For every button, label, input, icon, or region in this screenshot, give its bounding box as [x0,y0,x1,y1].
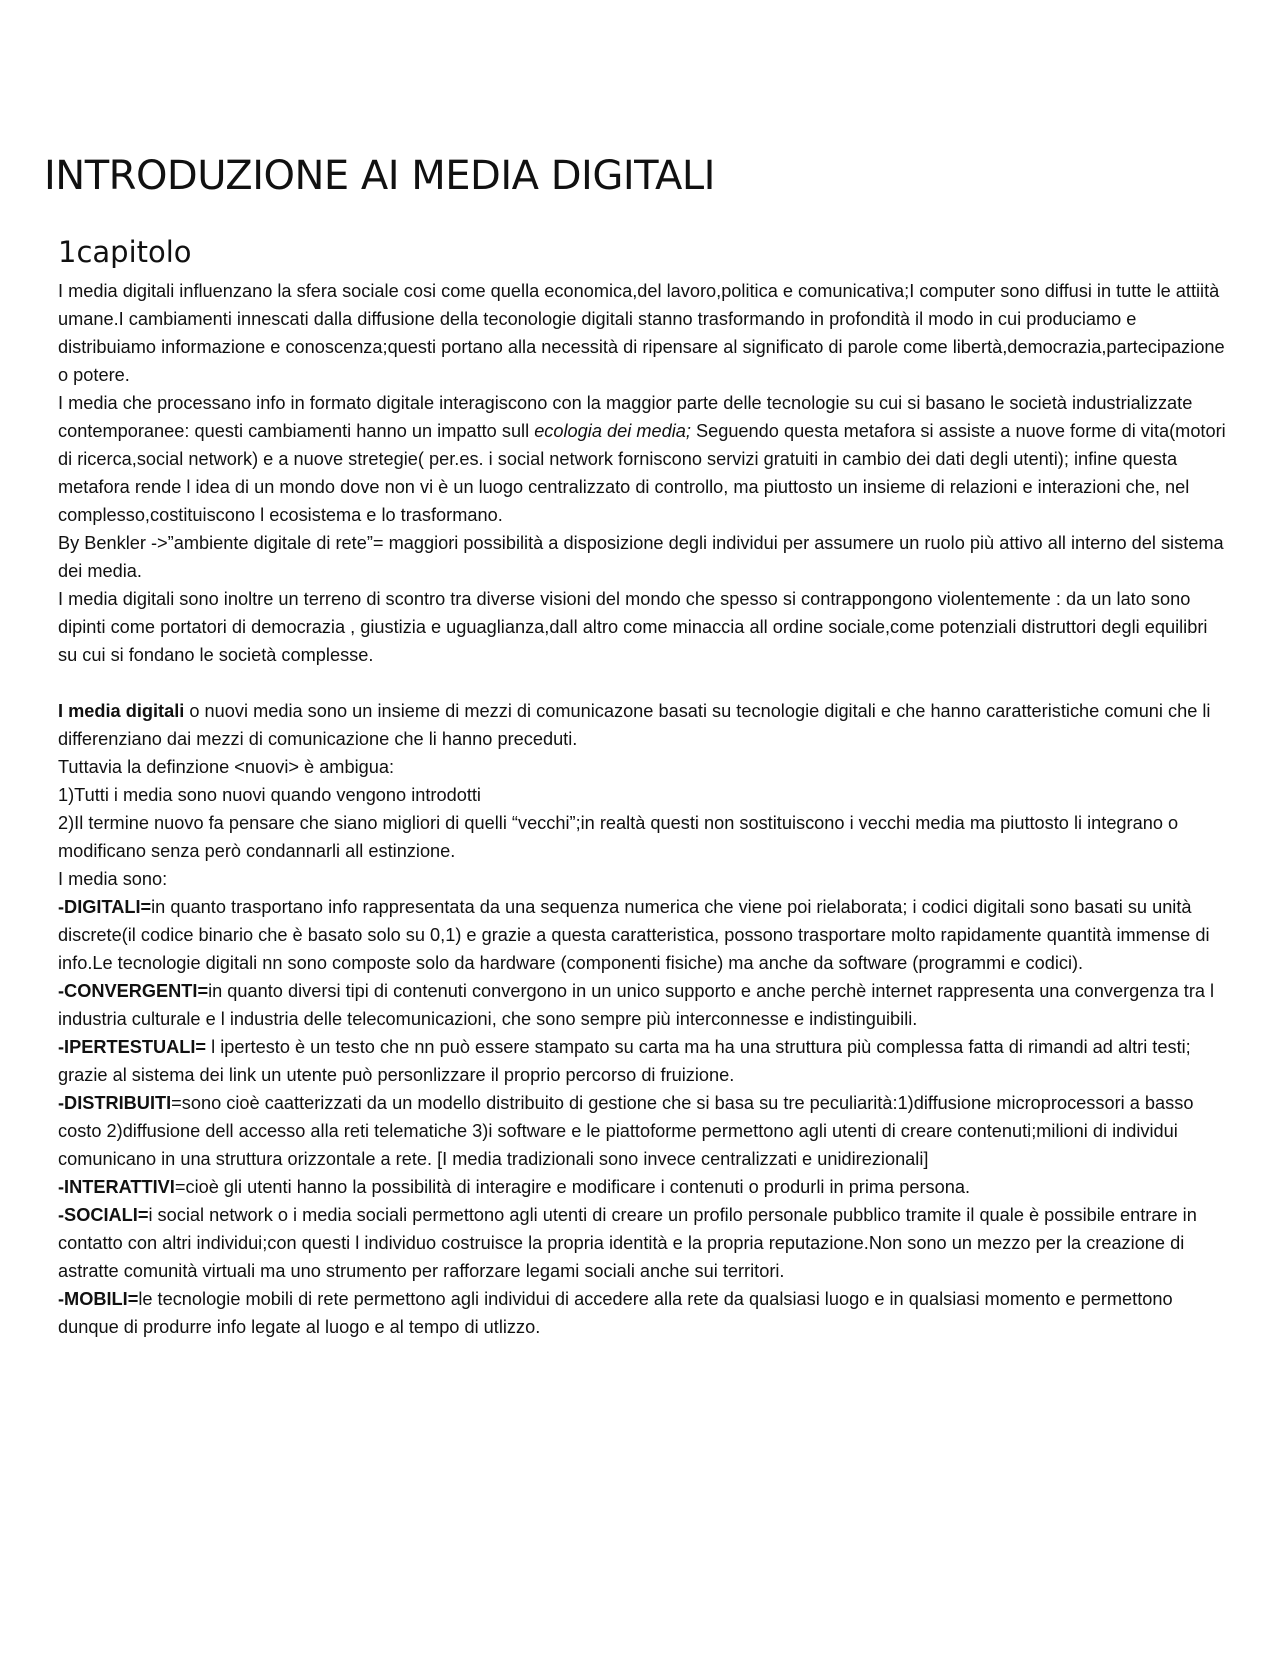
feature-ipertestuali-term: -IPERTESTUALI= [58,1037,207,1057]
feature-digitali-term: -DIGITALI= [58,897,152,917]
media-are-line: I media sono: [58,869,168,889]
feature-mobili-term: -MOBILI= [58,1289,139,1309]
feature-interattivi [58,1173,1226,1201]
feature-interattivi-term: -INTERATTIVI [58,1177,175,1197]
feature-mobili [58,1285,1226,1341]
intro-paragraph-1: I media digitali influenzano la sfera sociale cosi come quella economica,del lavoro,politica e comunicativa;I computer sono diffusi in tutte le attiità umane.I cambiamenti innescati dalla diffusione della teconologie digitali stanno trasformando in profondità il modo in cui produciamo e distribuiamo informazione e conoscenza;questi portano alla necessità di ripensare al significato di parole come libertà,democrazia,partecipazione o potere. [58,281,1225,385]
paragraph-spacer [58,669,1226,697]
feature-distribuiti [58,1089,1226,1173]
definition-term: I media digitali [58,701,185,721]
feature-digitali-text: in quanto trasportano info rappresentata da una sequenza numerica che viene poi rielaborata; i codici digitali sono basati su unità discrete(il codice binario che è basato solo su 0,1) e grazie a questa caratteristica, possono trasportare molto rapidamente quantità immense di info.Le tecnologie digitali nn sono composte solo da hardware (componenti fisiche) ma anche da software (programmi e codici). [58,897,1210,973]
definition-text: o nuovi media sono un insieme di mezzi di comunicazone basati su tecnologie digitali e che hanno caratteristiche comuni che li differenziano dai mezzi di comunicazione che li hanno preceduti. [58,701,1211,749]
feature-distribuiti-term: -DISTRIBUITI [58,1093,172,1113]
conflict-paragraph: I media digitali sono inoltre un terreno di scontro tra diverse visioni del mondo che spesso si contrappongono violentemente : da un lato sono dipinti come portatori di democrazia , giustizia e uguaglianza,dall altro come minaccia all ordine sociale,come potenziali distruttori degli equilibri su cui si fondano le società complesse. [58,589,1208,665]
feature-convergenti-text: in quanto diversi tipi di contenuti convergono in un unico supporto e anche perchè internet rappresenta una convergenza tra l industria culturale e l industria delle telecomunicazioni, che sono sempre più interconnesse e indistinguibili. [58,981,1215,1029]
document-body [58,277,1226,1341]
feature-interattivi-text: =cioè gli utenti hanno la possibilità di interagire e modificare i contenuti o produrli in prima persona. [174,1177,971,1197]
feature-ipertestuali [58,1033,1226,1089]
chapter-heading: 1capitolo [58,235,192,269]
feature-sociali-term: -SOCIALI= [58,1205,149,1225]
definition-paragraph [58,697,1226,753]
intro-paragraph-2-text-b: Seguendo questa metafora si assiste a nuove forme di vita(motori di ricerca,social network) e a nuove stretegie( per.es. i social network forniscono servizi gratuiti in cambio dei dati degli utenti); infine questa metafora rende l idea di un mondo dove non vi è un luogo centralizzato di controllo, ma piuttosto un insieme di relazioni e interazioni che, nel complesso,costituiscono l ecosistema e lo trasformano. [58,421,1226,525]
feature-digitali [58,893,1226,977]
ambiguity-point-2: 2)Il termine nuovo fa pensare che siano migliori di quelli “vecchi”;in realtà questi non sostituiscono i vecchi media ma piuttosto li integrano o modificano senza però condannarli all estinzione. [58,813,1179,861]
ecologia-dei-media-phrase: ecologia dei media; [534,421,691,441]
feature-sociali [58,1201,1226,1285]
benkler-paragraph: By Benkler ->”ambiente digitale di rete”= maggiori possibilità a disposizione degli individui per assumere un ruolo più attivo all interno del sistema dei media. [58,533,1224,581]
ambiguity-line: Tuttavia la definzione <nuovi> è ambigua: [58,757,395,777]
ambiguity-point-1: 1)Tutti i media sono nuovi quando vengono introdotti [58,785,481,805]
feature-convergenti [58,977,1226,1033]
document-title: INTRODUZIONE AI MEDIA DIGITALI [44,153,715,199]
feature-mobili-text: le tecnologie mobili di rete permettono agli individui di accedere alla rete da qualsiasi luogo e in qualsiasi momento e permettono dunque di produrre info legate al luogo e al tempo di utlizzo. [58,1289,1173,1337]
feature-sociali-text: i social network o i media sociali permettono agli utenti di creare un profilo personale pubblico tramite il quale è possibile entrare in contatto con altri individui;con questi l individuo costruisce la propria identità e la propria reputazione.Non sono un mezzo per la creazione di astratte comunità virtuali ma uno strumento per rafforzare legami sociali anche sui territori. [58,1205,1197,1281]
feature-ipertestuali-text: l ipertesto è un testo che nn può essere stampato su carta ma ha una struttura più complessa fatta di rimandi ad altri testi; grazie al sistema dei link un utente può personlizzare il proprio percorso di fruizione. [58,1037,1191,1085]
intro-paragraph-2 [58,389,1226,529]
intro-paragraph-2-text-a: I media che processano info in formato digitale interagiscono con la maggior parte delle tecnologie su cui si basano le società industrializzate contemporanee: questi cambiamenti hanno un impatto sull [58,393,1193,441]
feature-convergenti-term: -CONVERGENTI= [58,981,209,1001]
feature-distribuiti-text: =sono cioè caatterizzati da un modello distribuito di gestione che si basa su tre peculiarità:1)diffusione microprocessori a basso costo 2)diffusione dell accesso alla reti telematiche 3)i software e le piattoforme permettono agli utenti di creare contenuti;milioni di individui comunicano in una struttura orizzontale a rete. [I media tradizionali sono invece centralizzati e unidirezionali] [58,1093,1194,1169]
